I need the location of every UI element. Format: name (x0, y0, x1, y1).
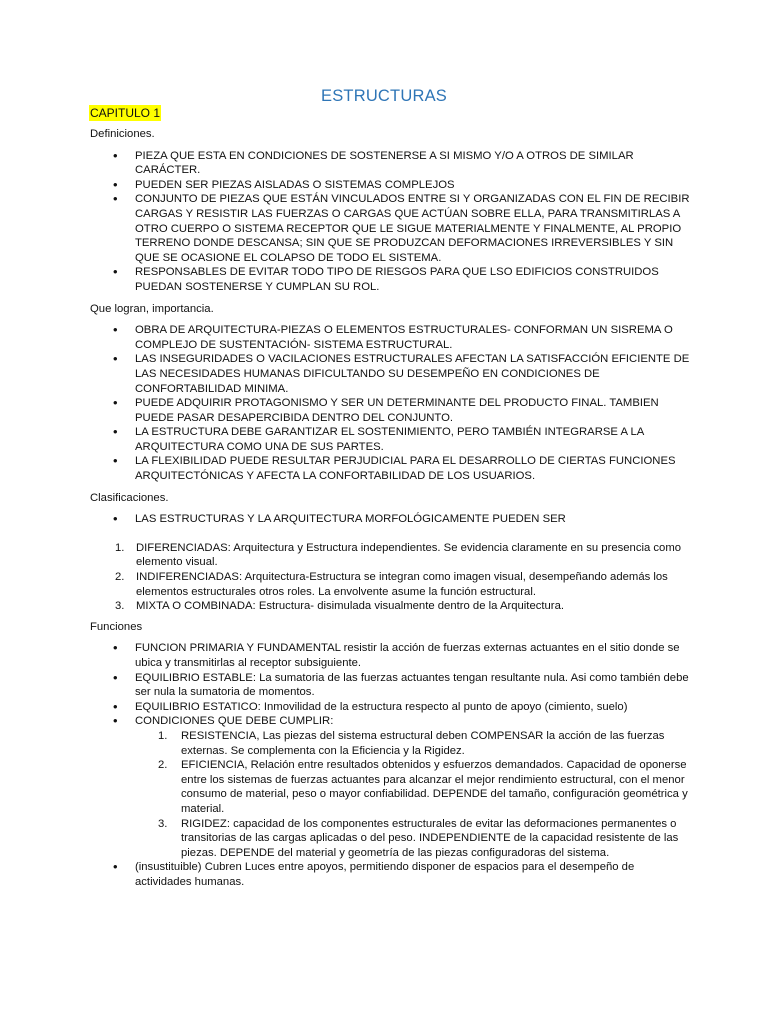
list-item: • EQUILIBRIO ESTATICO: Inmovilidad de la estructura respecto al punto de apoyo (cimiento, suelo) (90, 700, 690, 715)
chapter-highlight: CAPITULO 1 (90, 106, 161, 120)
item-number: 1. (115, 541, 125, 554)
clasificaciones-numbered-list (90, 541, 690, 614)
numbered-item (135, 817, 690, 861)
item-number: 2. (158, 759, 168, 772)
funciones-list (90, 641, 690, 889)
numbered-item (90, 570, 690, 599)
list-item: • EQUILIBRIO ESTABLE: La sumatoria de las fuerzas actuantes tengan resultante nula. Asi como también debe ser nula la sumatoria de momentos. (90, 671, 690, 700)
numbered-item (135, 729, 690, 758)
item-text: EFICIENCIA, Relación entre resultados obtenidos y esfuerzos demandados. Capacidad de oponerse entre los sistemas de fuerzas actuantes para alcanzar el mejor rendimiento estructural, con el menor consumo de material, peso o mayor confiabilidad. DEPENDE del tamaño, configuración geométrica y material. (181, 759, 688, 815)
document-title: ESTRUCTURAS (321, 87, 447, 105)
item-text: MIXTA O COMBINADA: Estructura- disimulada visualmente dentro de la Arquitectura. (136, 600, 564, 613)
section-heading-funciones: Funciones (90, 620, 143, 633)
list-item: • LA FLEXIBILIDAD PUEDE RESULTAR PERJUDICIAL PARA EL DESARROLLO DE CIERTAS FUNCIONES ARQUITECTÓNICAS Y AFECTA LA CONFORTABILIDAD DE LOS USUARIOS. (90, 454, 690, 483)
item-number: 3. (115, 600, 125, 613)
item-number: 1. (158, 729, 168, 742)
section-heading-clasificaciones: Clasificaciones. (90, 491, 169, 504)
list-item: • LAS INSEGURIDADES O VACILACIONES ESTRUCTURALES AFECTAN LA SATISFACCIÓN EFICIENTE DE LAS NECESIDADES HUMANAS DIFICULTANDO SU DESEMPEÑO EN CONDICIONES DE CONFORTABILIDAD MINIMA. (90, 352, 690, 396)
list-item: • RESPONSABLES DE EVITAR TODO TIPO DE RIESGOS PARA QUE LSO EDIFICIOS CONSTRUIDOS PUEDAN SOSTENERSE Y CUMPLAN SU ROL. (90, 265, 690, 294)
conditions-numbered-list (135, 729, 690, 860)
importancia-list (90, 323, 690, 484)
item-text: RESISTENCIA, Las piezas del sistema estructural deben COMPENSAR la acción de las fuerzas externas. Se complementa con la Eficiencia y la Rigidez. (181, 729, 665, 757)
list-item: • PUEDEN SER PIEZAS AISLADAS O SISTEMAS COMPLEJOS (90, 178, 690, 193)
item-number: 2. (115, 571, 125, 584)
spacer (90, 527, 690, 541)
document-body (90, 127, 690, 897)
definiciones-list (90, 149, 690, 295)
item-text: RIGIDEZ: capacidad de los componentes estructurales de evitar las deformaciones permanentes o transitorias de las cargas aplicadas o del peso. INDEPENDIENTE de la capacidad resistente de las piezas. DEPENDE del material y geometría de las piezas configuradoras del sistema. (181, 817, 679, 859)
item-number: 3. (158, 817, 168, 830)
list-item (90, 714, 690, 860)
list-item: • LAS ESTRUCTURAS Y LA ARQUITECTURA MORFOLÓGICAMENTE PUEDEN SER (90, 512, 690, 527)
item-text: INDIFERENCIADAS: Arquitectura-Estructura se integran como imagen visual, desempeñando además los elementos estructurales otros roles. La envolvente asume la función estructural. (136, 571, 668, 598)
section-heading-definiciones: Definiciones. (90, 128, 155, 140)
numbered-item (90, 599, 690, 614)
section-heading-importancia: Que logran, importancia. (90, 302, 214, 315)
clasificaciones-list (90, 512, 690, 527)
list-item: • OBRA DE ARQUITECTURA-PIEZAS O ELEMENTOS ESTRUCTURALES- CONFORMAN UN SISREMA O COMPLEJO DE SUSTENTACIÓN- SISTEMA ESTRUCTURAL. (90, 323, 690, 352)
list-item: • (insustituible) Cubren Luces entre apoyos, permitiendo disponer de espacios para el desempeño de actividades humanas. (90, 860, 690, 889)
numbered-item (135, 758, 690, 816)
item-text: DIFERENCIADAS: Arquitectura y Estructura independientes. Se evidencia claramente en su presencia como elemento visual. (136, 541, 682, 569)
numbered-item (90, 541, 690, 570)
list-item: • PIEZA QUE ESTA EN CONDICIONES DE SOSTENERSE A SI MISMO Y/O A OTROS DE SIMILAR CARÁCTER. (90, 149, 690, 178)
list-item: • LA ESTRUCTURA DEBE GARANTIZAR EL SOSTENIMIENTO, PERO TAMBIÉN INTEGRARSE A LA ARQUITECTURA COMO UNA DE SUS PARTES. (90, 425, 690, 454)
item-text: CONDICIONES QUE DEBE CUMPLIR: (135, 715, 334, 728)
list-item: • FUNCION PRIMARIA Y FUNDAMENTAL resistir la acción de fuerzas externas actuantes en el sitio donde se ubica y transmitirlas al receptor subsiguiente. (90, 641, 690, 670)
list-item: • CONJUNTO DE PIEZAS QUE ESTÁN VINCULADOS ENTRE SI Y ORGANIZADAS CON EL FIN DE RECIBIR CARGAS Y RESISTIR LAS FUERZAS O CARGAS QUE ACTÚAN SOBRE ELLA, PARA TRANSMITIRLAS A OTRO CUERPO O SISTEMA RECEPTOR QUE LE SIGUE MATERIALMENTE Y FINALMENTE, AL PROPIO TERRENO DONDE DESCANSA; SIN QUE SE PRODUZCAN DEFORMACIONES IRREVERSIBLES Y SIN QUE SE OCASIONE EL COLAPSO DE TODO EL SISTEMA. (90, 192, 690, 265)
list-item: • PUEDE ADQUIRIR PROTAGONISMO Y SER UN DETERMINANTE DEL PRODUCTO FINAL. TAMBIEN PUEDE PASAR DESAPERCIBIDA DENTRO DEL CONJUNTO. (90, 396, 690, 425)
